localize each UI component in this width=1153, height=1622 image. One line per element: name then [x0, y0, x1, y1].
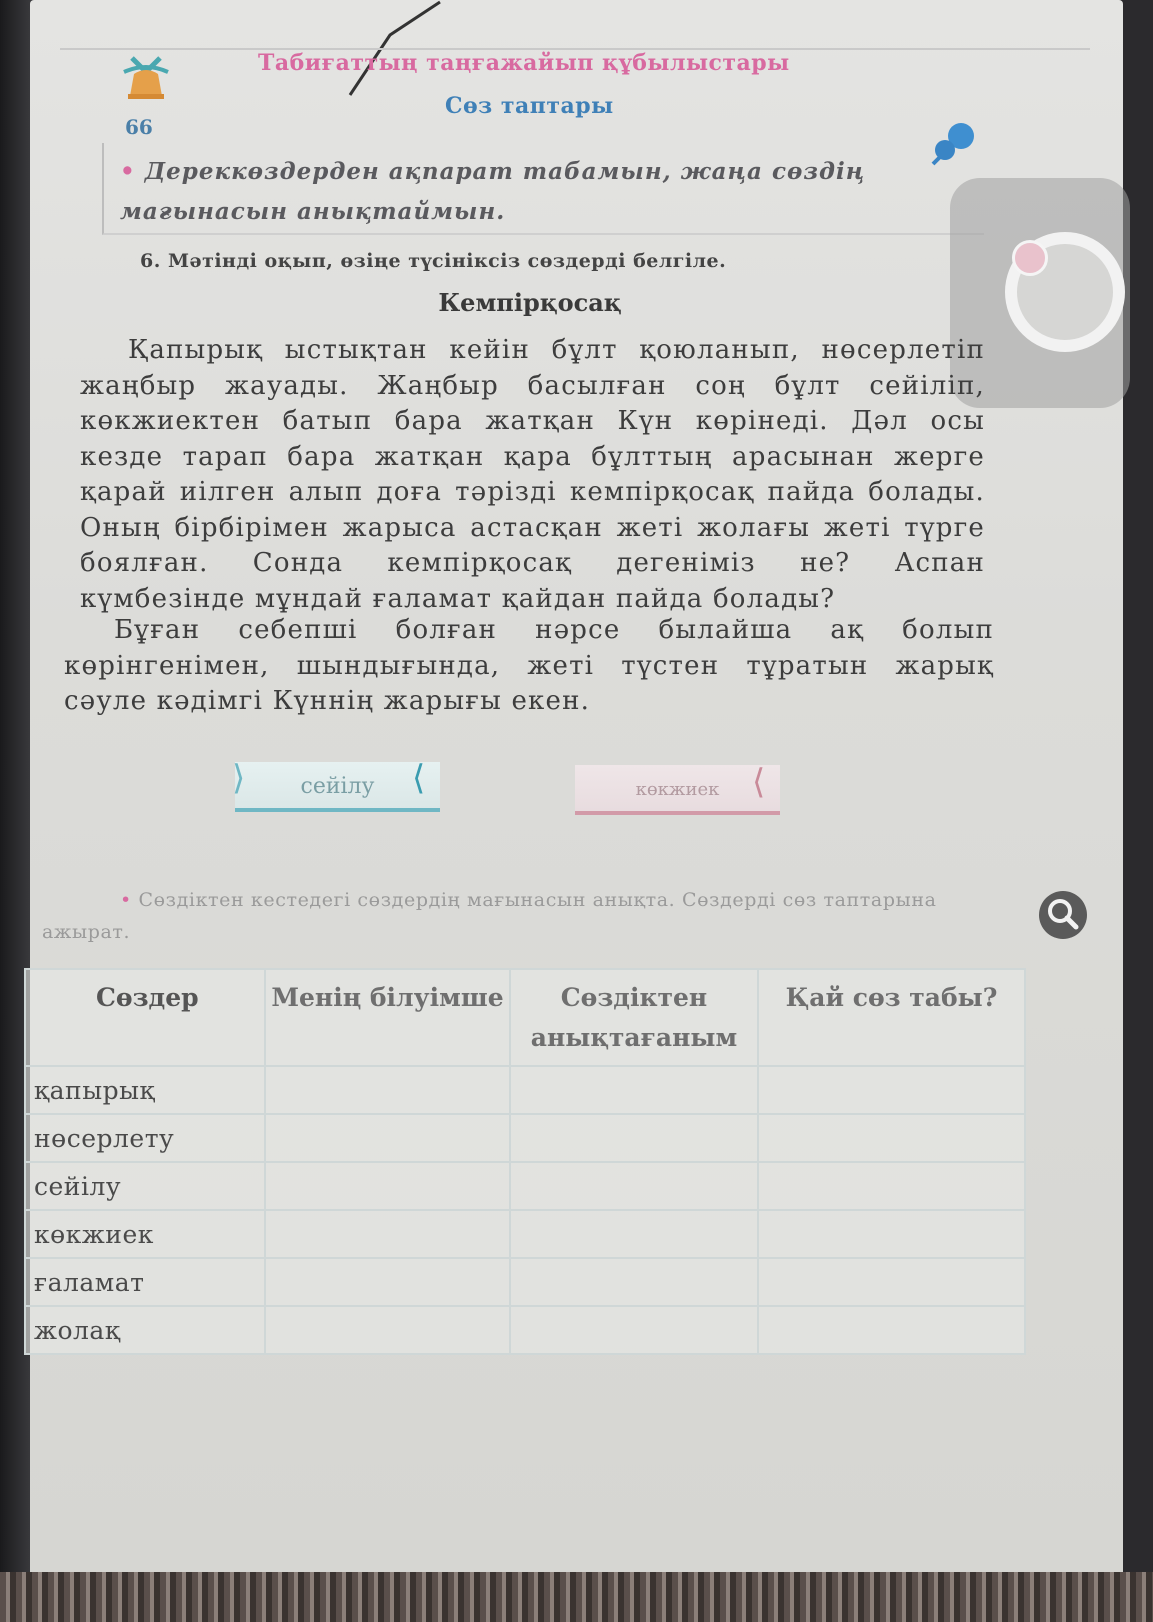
table-row: [25, 1066, 1025, 1114]
dictionary-cell[interactable]: [510, 1162, 758, 1210]
header-my-knowledge: Менің білуімше: [265, 969, 510, 1066]
my-knowledge-cell[interactable]: [265, 1114, 510, 1162]
bell-icon: [118, 52, 174, 102]
part-of-speech-cell[interactable]: [758, 1258, 1025, 1306]
dictionary-cell[interactable]: [510, 1066, 758, 1114]
words-table: [24, 968, 1026, 1355]
table-row: [25, 1258, 1025, 1306]
part-of-speech-cell[interactable]: [758, 1306, 1025, 1354]
instruction-bullet: •: [120, 889, 132, 911]
card-curl-pink-icon: ⟨: [752, 762, 766, 802]
instruction-text: Сөздіктен кестедегі сөздердің мағынасын анықта. Сөздерді сөз таптарына ажырат.: [42, 889, 937, 943]
word-cell: сейілу: [25, 1162, 265, 1210]
table-row: [25, 1162, 1025, 1210]
word-cell: жолақ: [25, 1306, 265, 1354]
dictionary-cell[interactable]: [510, 1258, 758, 1306]
part-of-speech-cell[interactable]: [758, 1162, 1025, 1210]
chapter-title: Табиғаттың таңғажайып құбылыстары: [258, 50, 790, 76]
fabric-background: [0, 1572, 1153, 1622]
my-knowledge-cell[interactable]: [265, 1306, 510, 1354]
my-knowledge-cell[interactable]: [265, 1162, 510, 1210]
card-curl-left-icon: ⟩: [232, 758, 246, 798]
reading-paragraph-2: Бұған себепші болған нәрсе былайша ақ болып көрінгенімен, шындығында, жеті түстен тұратын жарық сәуле кәдімгі Күннің жарығы екен.: [64, 615, 994, 716]
header-words: Сөздер: [25, 969, 265, 1066]
instruction: [42, 884, 1012, 948]
objective: [120, 152, 940, 232]
header-dictionary: Сөздіктен анықтағаным: [510, 969, 758, 1066]
word-card-2: көкжиек: [575, 765, 780, 815]
overlay-dot[interactable]: [1012, 240, 1048, 276]
reading-title: Кемпірқосақ: [438, 288, 622, 317]
task-text: 6. Мәтінді оқып, өзіңе түсініксіз сөздерді белгіле.: [140, 250, 727, 272]
device-left-edge: [0, 0, 32, 1622]
word-cell: нөсерлету: [25, 1114, 265, 1162]
page-number: 66: [125, 115, 153, 139]
word-cell: көкжиек: [25, 1210, 265, 1258]
objective-text: Дереккөздерден ақпарат табамын, жаңа сөздің мағынасын анықтаймын.: [120, 158, 866, 225]
section-title: Сөз таптары: [445, 93, 614, 119]
table-row: [25, 1306, 1025, 1354]
table-row: [25, 1210, 1025, 1258]
part-of-speech-cell[interactable]: [758, 1066, 1025, 1114]
reading-paragraph-1: Қапырық ыстықтан кейін бұлт қоюланып, нөсерлетіп жаңбыр жауады. Жаңбыр басылған соң бұлт сейіліп, көкжиектен батып бара жатқан Күн көрінеді. Дәл осы кезде тарап бара жатқан қара бұлттың арасынан жерге қарай иілген алып доға тәрізді кемпірқосақ пайда болады. Оның бірбірімен жарыса астасқан жеті жолағы жеті түрге боялған. Сонда кемпірқосақ дегеніміз не? Аспан күмбезінде мұндай ғаламат қайдан пайда болады?: [80, 335, 985, 614]
word-cell: ғаламат: [25, 1258, 265, 1306]
header-part-of-speech: Қай сөз табы?: [758, 969, 1025, 1066]
search-icon: [1038, 890, 1088, 940]
word-cell: қапырық: [25, 1066, 265, 1114]
card-curl-right-icon: ⟨: [412, 758, 426, 798]
pin-icon: [925, 120, 980, 170]
my-knowledge-cell[interactable]: [265, 1066, 510, 1114]
word-card-1: сейілу: [235, 762, 440, 812]
dictionary-cell[interactable]: [510, 1210, 758, 1258]
table-header-row: [25, 969, 1025, 1066]
part-of-speech-cell[interactable]: [758, 1114, 1025, 1162]
dictionary-cell[interactable]: [510, 1306, 758, 1354]
dictionary-cell[interactable]: [510, 1114, 758, 1162]
table-row: [25, 1114, 1025, 1162]
objective-bullet: •: [120, 158, 136, 185]
my-knowledge-cell[interactable]: [265, 1210, 510, 1258]
part-of-speech-cell[interactable]: [758, 1210, 1025, 1258]
my-knowledge-cell[interactable]: [265, 1258, 510, 1306]
